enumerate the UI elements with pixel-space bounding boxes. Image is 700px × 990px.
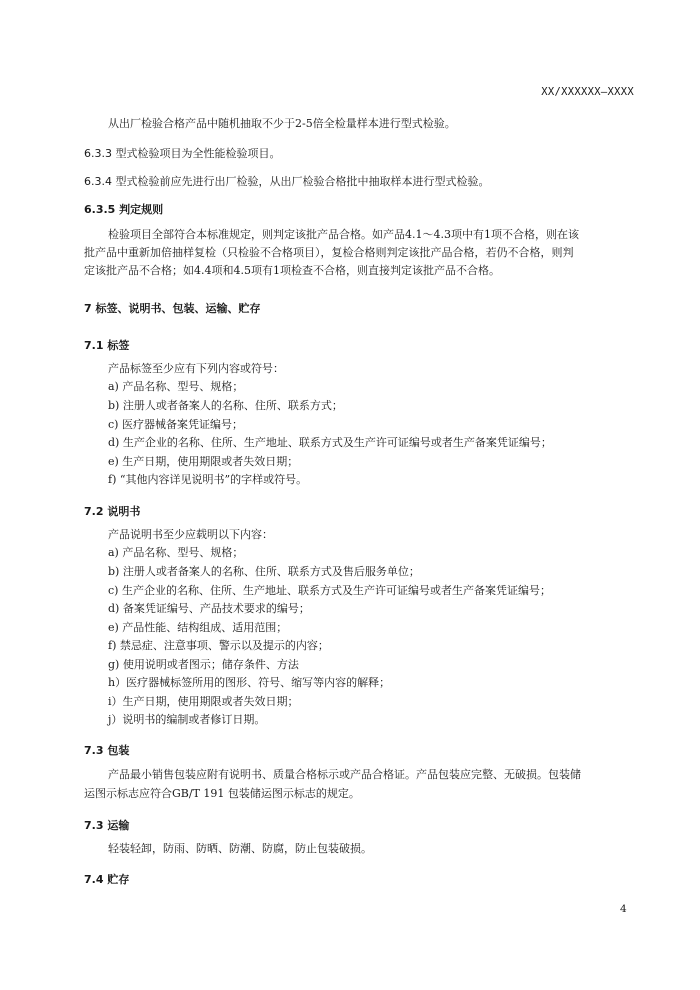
label-item: e) 生产日期，使用期限或者失效日期； — [108, 455, 299, 468]
section-7-3-transport-title: 7.3 运输 — [84, 819, 130, 832]
section-7-4-storage-title: 7.4 贮存 — [84, 873, 130, 886]
section-7-2-title: 7.2 说明书 — [84, 505, 141, 518]
label-item: d) 生产企业的名称、住所、生产地址、联系方式及生产许可证编号或者生产备案凭证编号； — [108, 436, 552, 449]
section-7-1-title: 7.1 标签 — [84, 339, 130, 352]
label-item: b) 注册人或者备案人的名称、住所、联系方式； — [108, 399, 343, 412]
manual-item: c) 生产企业的名称、住所、生产地址、联系方式及生产许可证编号或者生产备案凭证编号； — [108, 584, 551, 597]
manual-item: a) 产品名称、型号、规格； — [108, 546, 244, 559]
page-number: 4 — [620, 903, 627, 915]
document-code: XX/XXXXXX—XXXX — [541, 86, 634, 98]
clause-6-3-4: 6.3.4 型式检验前应先进行出厂检验，从出厂检验合格批中抽取样本进行型式检验。 — [84, 175, 490, 188]
manual-item: g) 使用说明或者图示；储存条件、方法 — [108, 658, 299, 671]
packaging-line-1: 产品最小销售包装应附有说明书、质量合格标示或产品合格证。产品包装应完整、无破损。包装储 — [108, 768, 581, 781]
judgment-line-2: 批产品中重新加倍抽样复检（只检验不合格项目），复检合格则判定该批产品合格，若仍不合格，则判 — [84, 246, 574, 259]
manual-item: f) 禁忌症、注意事项、警示以及提示的内容； — [108, 639, 329, 652]
manual-item: e) 产品性能、结构组成、适用范围； — [108, 621, 288, 634]
label-item: c) 医疗器械备案凭证编号； — [108, 418, 243, 431]
label-item: f) “其他内容详见说明书”的字样或符号。 — [108, 473, 308, 486]
manual-item: j）说明书的编制或者修订日期。 — [108, 713, 266, 726]
section-7-3-packaging-title: 7.3 包装 — [84, 744, 130, 757]
manual-item: h）医疗器械标签所用的图形、符号、缩写等内容的解释； — [108, 676, 391, 689]
packaging-line-2: 运图示标志应符合GB/T 191 包装储运图示标志的规定。 — [84, 787, 360, 800]
manual-item: d) 备案凭证编号、产品技术要求的编号； — [108, 602, 310, 615]
clause-6-3-5-title: 6.3.5 判定规则 — [84, 203, 164, 216]
judgment-line-1: 检验项目全部符合本标准规定，则判定该批产品合格。如产品4.1～4.3项中有1项不合格，则在该 — [108, 228, 579, 241]
judgment-line-3: 定该批产品不合格；如4.4项和4.5项有1项检查不合格，则直接判定该批产品不合格。 — [84, 264, 500, 277]
label-intro: 产品标签至少应有下列内容或符号： — [108, 362, 284, 375]
transport-text: 轻装轻卸，防雨、防晒、防潮、防腐，防止包装破损。 — [108, 842, 372, 855]
manual-intro: 产品说明书至少应载明以下内容： — [108, 528, 273, 541]
label-item: a) 产品名称、型号、规格； — [108, 380, 244, 393]
manual-item: b) 注册人或者备案人的名称、住所、联系方式及售后服务单位； — [108, 565, 420, 578]
paragraph-6-3-intro: 从出厂检验合格产品中随机抽取不少于2-5倍全检量样本进行型式检验。 — [108, 117, 456, 130]
manual-item: i）生产日期，使用期限或者失效日期； — [108, 695, 299, 708]
clause-6-3-3: 6.3.3 型式检验项目为全性能检验项目。 — [84, 147, 281, 160]
chapter-7-title: 7 标签、说明书、包装、运输、贮存 — [84, 302, 261, 315]
